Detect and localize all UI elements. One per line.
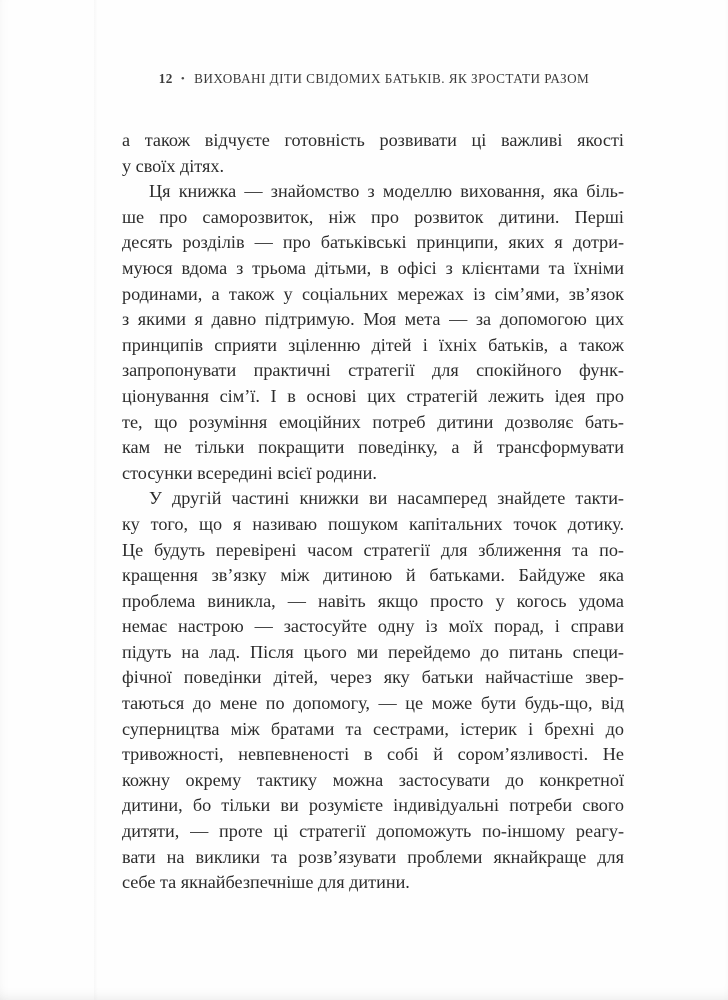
text-line: фічної поведінки дітей, через яку батьки найчастіше звер- [122, 667, 624, 688]
text-line: кращення зв’язку між дитиною й батьками. Байдуже яка [122, 565, 624, 586]
text-line: таються до мене по допомогу, — це може бути будь-що, від [122, 693, 624, 714]
text-line: проблема виникла, — навіть якщо просто у когось удома [122, 590, 624, 611]
text-line: ку того, що я називаю пошуком капітальних точок дотику. [122, 513, 624, 534]
text-line: стосунки всередині всієї родини. [122, 462, 377, 483]
text-line: тривожності, невпевненості в собі й сором’язливості. Не [122, 744, 624, 765]
paragraph [122, 486, 624, 896]
bullet-separator-icon: • [180, 73, 186, 85]
text-line: немає настрою — застосуйте одну із моїх порад, і справи [122, 616, 624, 637]
page-number: 12 [158, 71, 173, 86]
text-line: У другій частині книжки ви насамперед знайдете такти- [149, 488, 624, 509]
text-line: запропонувати практичні стратегії для спокійного функ- [122, 360, 624, 381]
paragraph [122, 179, 624, 486]
text-line: Ця книжка — знайомство з моделлю виховання, яка біль- [149, 181, 624, 202]
text-line: те, що розуміння емоційних потреб дитини дозволяє бать- [122, 411, 624, 432]
text-line: ціонування сім’ї. І в основі цих стратегій лежить ідея про [122, 385, 624, 406]
text-line: суперництва між братами та сестрами, істерик і брехні до [122, 718, 624, 739]
text-line: дитини, бо тільки ви розумієте індивідуальні потреби свого [122, 795, 624, 816]
text-line: дитяти, — проте ці стратегії допоможуть по-іншому реагу- [122, 821, 624, 842]
text-line: з якими я давно підтримую. Моя мета — за допомогою цих [122, 309, 624, 330]
paragraph [122, 128, 624, 179]
body-text [122, 128, 624, 896]
running-header [114, 71, 634, 87]
text-line: Це будуть перевірені часом стратегії для зближення та по- [122, 539, 624, 560]
text-line: принципів сприяти зціленню дітей і їхніх батьків, а також [122, 334, 624, 355]
text-line: муюся вдома з трьома дітьми, в офісі з клієнтами та їхніми [122, 257, 624, 278]
text-line: кожну окрему тактику можна застосувати до конкретної [122, 769, 624, 790]
text-line: підуть на лад. Після цього ми перейдемо до питань специ- [122, 641, 624, 662]
text-line: себе та якнайбезпечніше для дитини. [122, 872, 410, 893]
text-line: родинами, а також у соціальних мережах із сім’ями, зв’язок [122, 283, 624, 304]
text-line: у своїх дітях. [122, 155, 224, 176]
running-title: ВИХОВАНІ ДІТИ СВІДОМИХ БАТЬКІВ. ЯК ЗРОСТАТИ РАЗОМ [194, 71, 590, 86]
text-line: а також відчуєте готовність розвивати ці важливі якості [122, 130, 624, 150]
text-line: кам не тільки покращити поведінку, а й трансформувати [122, 437, 624, 458]
text-line: вати на виклики та розв’язувати проблеми якнайкраще для [122, 846, 624, 867]
text-line: десять розділів — про батьківські принципи, яких я дотри- [122, 232, 624, 253]
text-line: ше про саморозвиток, ніж про розвиток дитини. Перші [122, 206, 624, 227]
